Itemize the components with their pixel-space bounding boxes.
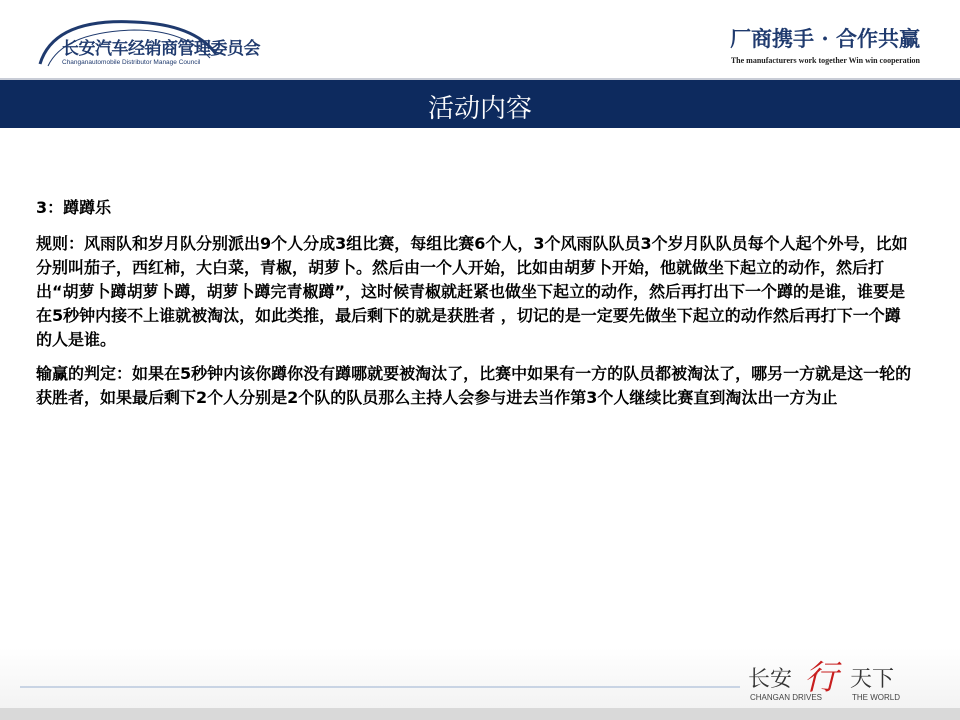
slide-content xyxy=(36,196,916,420)
judgment-paragraph: 输赢的判定：如果在5秒钟内该你蹲你没有蹲哪就要被淘汰了，比赛中如果有一方的队员都被淘汰了，哪另一方就是这一轮的获胜者，如果最后剩下2个人分别是2个队的队员那么主持人会参与进去当作第3个人继续比赛直到淘汰出一方为止 xyxy=(36,364,912,407)
council-name-en: Changanautomobile Distributor Manage Council xyxy=(62,59,201,66)
brand-xing: 行 xyxy=(804,658,838,698)
footer-strip xyxy=(0,708,960,720)
brand-en-left: CHANGAN DRIVES xyxy=(750,693,823,702)
brand-changan: 长安 xyxy=(748,667,793,692)
council-logo xyxy=(34,14,260,70)
slogan-en: The manufacturers work together Win win cooperation xyxy=(730,56,920,65)
changan-brand-logo xyxy=(742,650,942,708)
rules-paragraph: 规则：风雨队和岁月队分别派出9个人分成3组比赛，每组比赛6个人，3个风雨队队员3个岁月队队员每个人起个外号，比如分别叫茄子，西红柿，大白菜，青椒，胡萝卜。然后由一个人开始，比如由胡萝卜开始，他就做坐下起立的动作，然后打出“胡萝卜蹲胡萝卜蹲，胡萝卜蹲完青椒蹲”，这时候青椒就赶紧也做坐下起立的动作，然后再打出下一个蹲的是谁，谁要是在5秒钟内接不上谁就被淘汰，如此类推，最后剩下的就是获胜者 ，切记的是一定要先做坐下起立的动作然后再打下一个蹲的人是谁。 xyxy=(36,234,908,349)
slogan xyxy=(730,26,920,65)
brand-en-right: THE WORLD xyxy=(852,693,900,702)
title-bar xyxy=(0,78,960,128)
activity-heading: 3：蹲蹲乐 xyxy=(36,198,112,217)
council-name-cn: 长安汽车经销商管理委员会 xyxy=(62,39,260,59)
slide-title: 活动内容 xyxy=(427,94,532,124)
footer-divider xyxy=(20,686,740,688)
slide-header xyxy=(0,0,960,78)
brand-tianxia: 天下 xyxy=(850,667,895,692)
slogan-cn: 厂商携手 · 合作共赢 xyxy=(730,26,920,51)
